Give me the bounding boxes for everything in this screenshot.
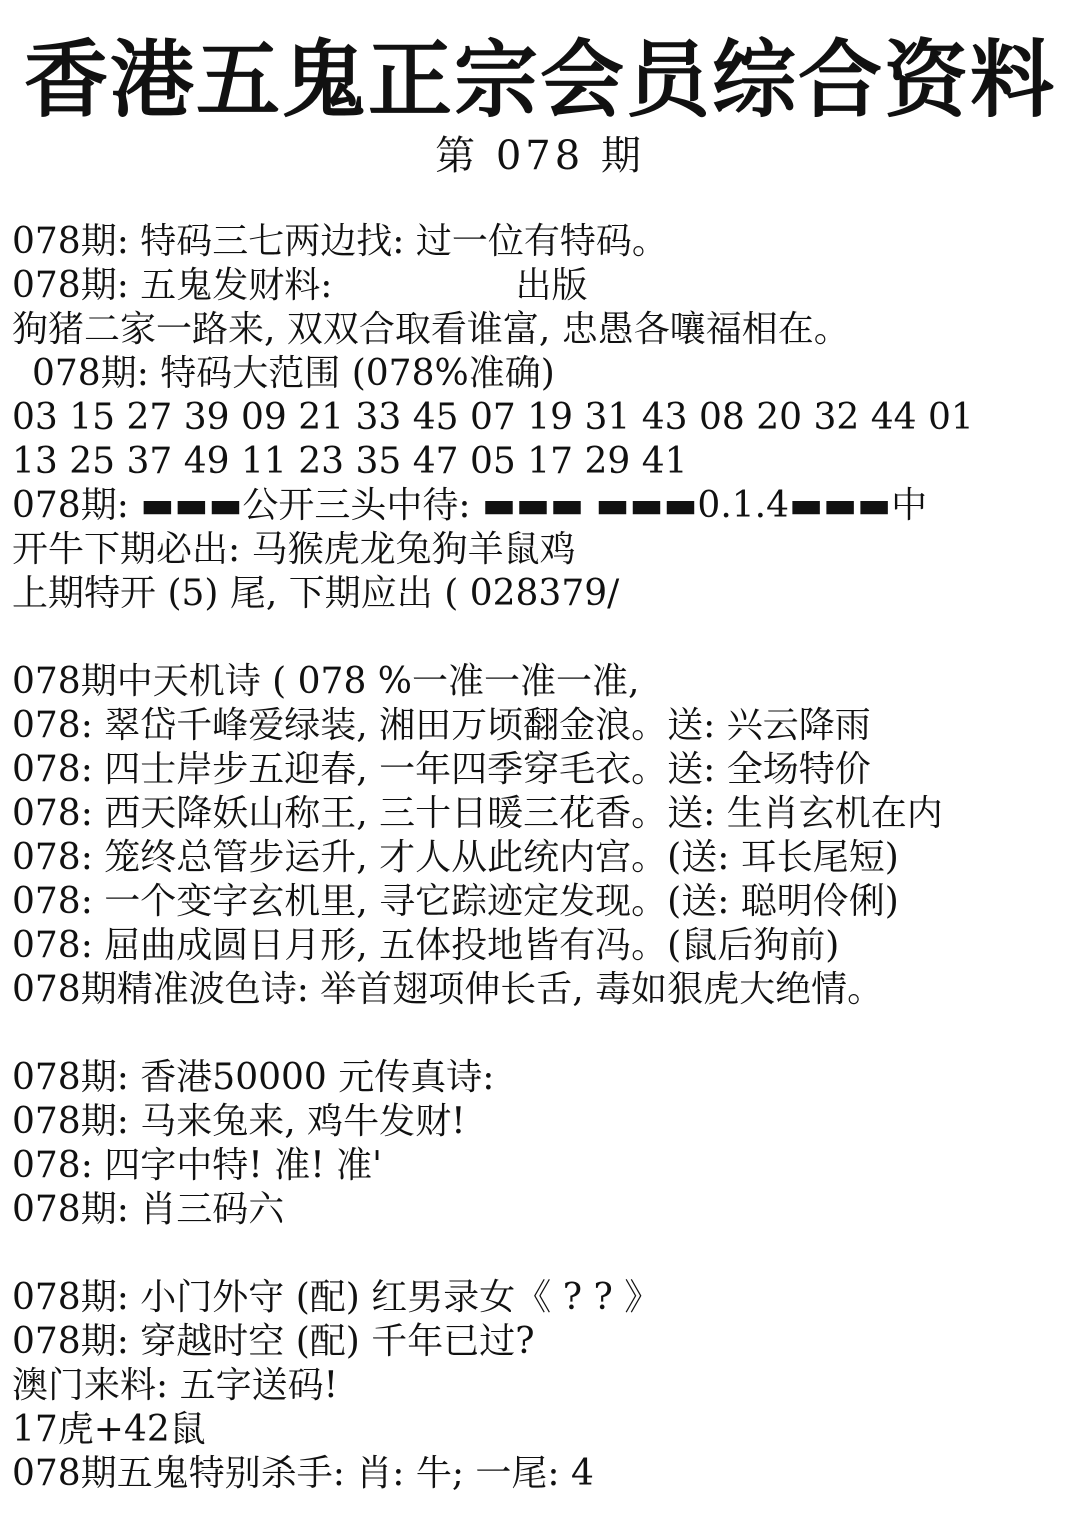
blank-line — [12, 616, 1072, 660]
text-line: 078期: 五鬼发财料: 出版 — [12, 265, 588, 306]
text-line: 17虎+42鼠 — [12, 1409, 206, 1450]
text-line: 078期五鬼特别杀手: 肖: 牛; 一尾: 4 — [12, 1453, 594, 1494]
text-line: 078期: 特码三七两边找: 过一位有特码。 — [12, 221, 668, 262]
text-line: 开牛下期必出: 马猴虎龙兔狗羊鼠鸡 — [12, 529, 576, 570]
text-line: 078期: 小门外守 (配) 红男录女《 ? ? 》 — [12, 1277, 661, 1318]
page-title: 香港五鬼正宗会员综合资料 — [23, 31, 1056, 129]
text-line: 澳门来料: 五字送码! — [12, 1365, 339, 1406]
text-line: 078: 四士岸步五迎春, 一年四季穿毛衣。送: 全场特价 — [12, 749, 871, 790]
text-line: 078期精准波色诗: 举首翅项伸长舌, 毒如狠虎大绝情。 — [12, 969, 884, 1010]
text-line: 078: 笼终总管步运升, 才人从此统内宫。(送: 耳长尾短) — [12, 837, 899, 878]
text-line: 078: 一个变字玄机里, 寻它踪迹定发现。(送: 聪明伶俐) — [12, 881, 899, 922]
blank-line — [12, 1232, 1072, 1276]
text-line: 狗猪二家一路来, 双双合取看谁富, 忠愚各嚷福相在。 — [12, 309, 850, 350]
issue-number: 第 078 期 — [435, 133, 645, 179]
text-line: 078期: 马来兔来, 鸡牛发财! — [12, 1101, 466, 1142]
text-line: 上期特开 (5) 尾, 下期应出 ( 028379/ — [12, 573, 620, 614]
content-lines — [12, 220, 1072, 1496]
text-line: 13 25 37 49 11 23 35 47 05 17 29 41 — [12, 441, 688, 482]
text-line: 078: 屈曲成圆日月形, 五体投地皆有冯。(鼠后狗前) — [12, 925, 840, 966]
text-line: 078期: 肖三码六 — [12, 1189, 285, 1230]
text-line: 078期: 香港50000 元传真诗: — [12, 1057, 495, 1098]
text-line: 03 15 27 39 09 21 33 45 07 19 31 43 08 20 32 44 01 — [12, 397, 974, 438]
text-line: 078期: ▬▬▬公开三头中待: ▬▬▬ ▬▬▬0.1.4▬▬▬中 — [12, 485, 928, 526]
text-line: 078期: 特码大范围 (078%准确) — [32, 353, 555, 394]
blank-line — [12, 1012, 1072, 1056]
text-line: 078: 四字中特! 准! 准' — [12, 1145, 383, 1186]
text-line: 078期: 穿越时空 (配) 千年已过? — [12, 1321, 535, 1362]
text-line: 078期中天机诗 ( 078 %一准一准一准, — [12, 661, 640, 702]
text-line: 078: 西天降妖山称王, 三十日暖三花香。送: 生肖玄机在内 — [12, 793, 943, 834]
text-line: 078: 翠岱千峰爱绿装, 湘田万顷翻金浪。送: 兴云降雨 — [12, 705, 871, 746]
